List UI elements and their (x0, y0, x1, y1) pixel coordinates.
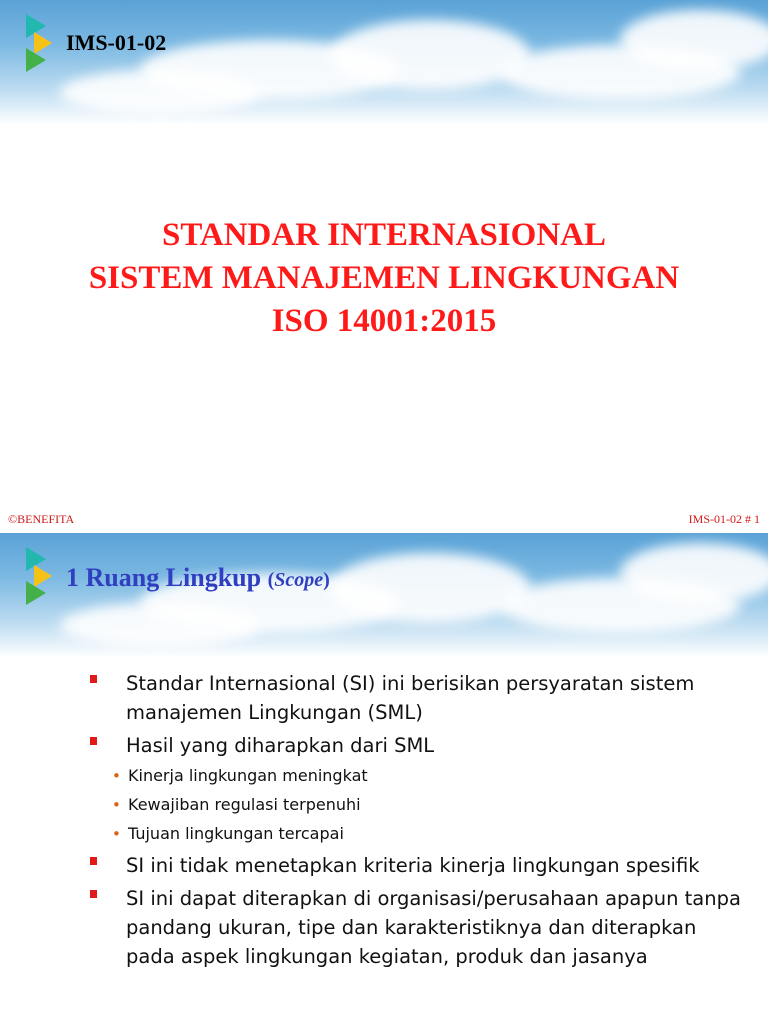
list-item (90, 731, 750, 760)
heading-paren-close: ) (323, 569, 330, 591)
sub-list-item-text: Kewajiban regulasi terpenuhi (128, 795, 361, 814)
sub-list-item-text: Kinerja lingkungan meningkat (128, 766, 368, 785)
sub-list-item (90, 764, 750, 788)
slide-heading-main: 1 Ruang Lingkup (66, 563, 262, 592)
benefita-logo-icon (24, 14, 52, 72)
list-item (90, 851, 750, 880)
orange-dot-bullet-icon: • (112, 796, 121, 814)
red-square-bullet-icon (90, 675, 97, 683)
benefita-logo-icon (24, 547, 52, 605)
red-square-bullet-icon (90, 857, 97, 865)
slide-heading (66, 563, 330, 593)
list-item-text: Standar Internasional (SI) ini berisikan persyaratan sistem manajemen Lingkungan (SML) (126, 672, 695, 724)
title-line-3: ISO 14001:2015 (271, 303, 497, 339)
title-line-2: SISTEM MANAJEMEN LINGKUNGAN (88, 260, 680, 296)
heading-paren-open: ( (267, 569, 275, 591)
list-item-text: SI ini tidak menetapkan kriteria kinerja lingkungan spesifik (126, 854, 700, 877)
heading-scope: Scope (274, 569, 324, 591)
sub-list-item (90, 793, 750, 817)
list-item (90, 669, 750, 727)
sub-list-item-text: Tujuan lingkungan tercapai (128, 824, 344, 843)
slide-code: IMS-01-02 (66, 30, 167, 55)
footer-slide-number: IMS-01-02 # 1 (688, 512, 760, 526)
list-item-text: Hasil yang diharapkan dari SML (126, 734, 435, 757)
bullet-list (90, 669, 750, 975)
list-item (90, 884, 750, 971)
footer-copyright: ©BENEFITA (8, 512, 75, 526)
list-item-text: SI ini dapat diterapkan di organisasi/perusahaan apapun tanpa pandang ukuran, tipe dan karakteristiknya dan diterapkan pada aspek lingkungan kegiatan, produk dan jasanya (126, 887, 741, 968)
sub-list-item (90, 822, 750, 846)
red-square-bullet-icon (90, 890, 97, 898)
orange-dot-bullet-icon: • (112, 767, 121, 785)
red-square-bullet-icon (90, 737, 97, 745)
sky-background (0, 0, 768, 125)
title-line-1: STANDAR INTERNASIONAL (161, 217, 607, 253)
slide-2[interactable] (0, 533, 768, 1024)
sky-background (0, 533, 768, 658)
presentation-title (0, 214, 768, 343)
orange-dot-bullet-icon: • (112, 825, 121, 843)
